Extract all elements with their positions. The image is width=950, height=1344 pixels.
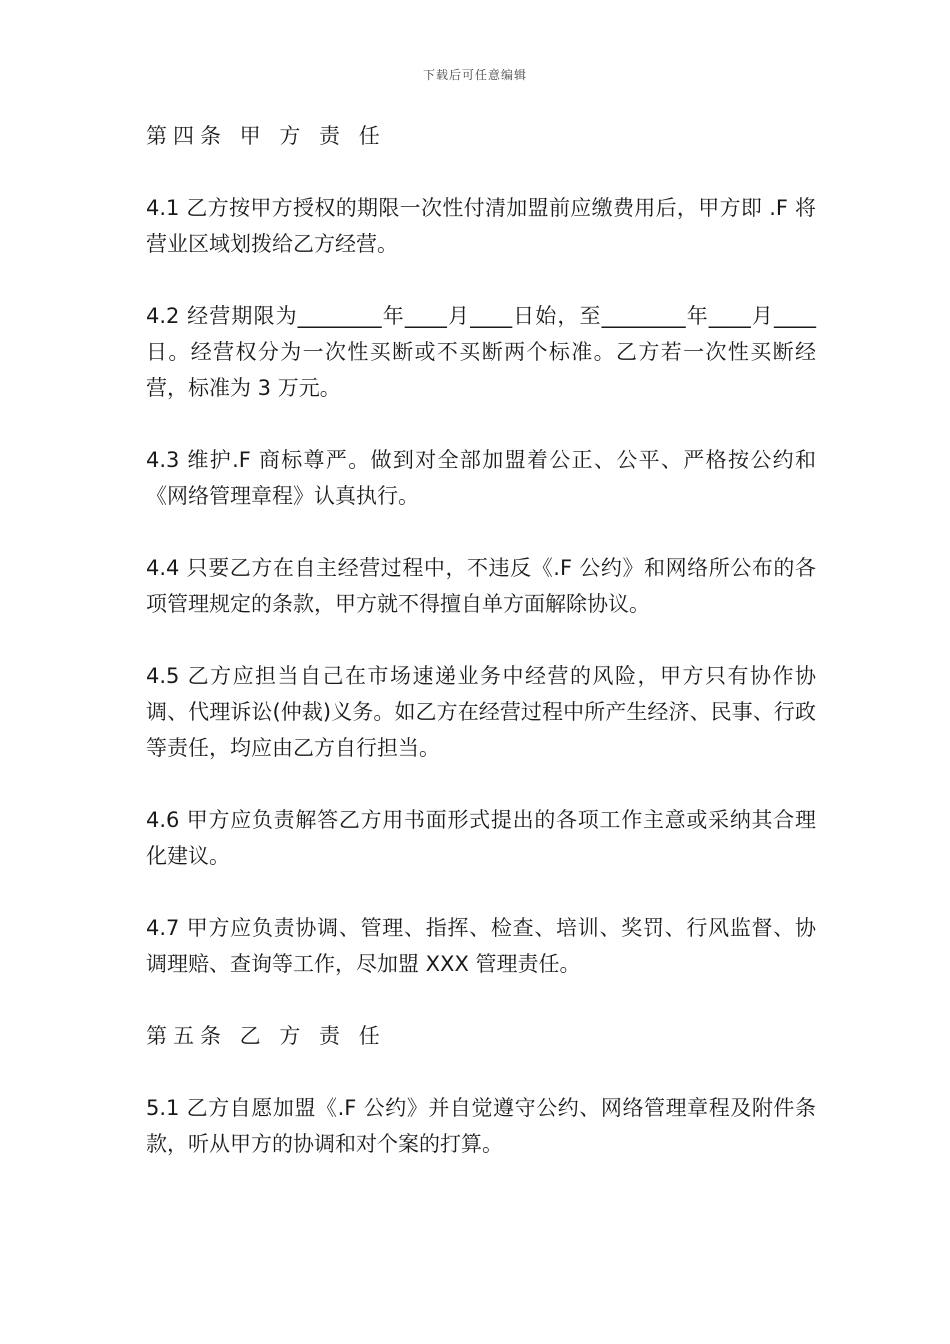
document-body (146, 118, 816, 1198)
clause-4-4: 4.4 只要乙方在自主经营过程中，不违反《.F 公约》和网络所公布的各项管理规定的条款，甲方就不得擅自单方面解除协议。 (146, 556, 816, 616)
clause-5-1: 5.1 乙方自愿加盟《.F 公约》并自觉遵守公约、网络管理章程及附件条款，听从甲方的协调和对个案的打算。 (146, 1096, 816, 1156)
clause-4-1: 4.1 乙方按甲方授权的期限一次性付清加盟前应缴费用后，甲方即 .F 将营业区域划拨给乙方经营。 (146, 196, 816, 256)
article-4-heading: 第四条 甲 方 责 任 (146, 124, 386, 148)
clause-4-6: 4.6 甲方应负责解答乙方用书面形式提出的各项工作主意或采纳其合理化建议。 (146, 808, 816, 868)
clause-4-3: 4.3 维护.F 商标尊严。做到对全部加盟着公正、公平、严格按公约和《网络管理章程》认真执行。 (146, 448, 816, 508)
clause-4-5: 4.5 乙方应担当自己在市场速递业务中经营的风险，甲方只有协作协调、代理诉讼(仲裁)义务。如乙方在经营过程中所产生经济、民事、行政等责任，均应由乙方自行担当。 (146, 664, 816, 760)
clause-4-7: 4.7 甲方应负责协调、管理、指挥、检查、培训、奖罚、行风监督、协调理赔、查询等工作，尽加盟 XXX 管理责任。 (146, 916, 816, 976)
page-header: 下载后可任意编辑 (422, 68, 527, 82)
clause-4-2: 4.2 经营期限为________年____月____日始，至________年____月____日。经营权分为一次性买断或不买断两个标准。乙方若一次性买断经营，标准为 3 万元。 (146, 304, 816, 400)
article-5-heading: 第五条 乙 方 责 任 (146, 1024, 386, 1048)
